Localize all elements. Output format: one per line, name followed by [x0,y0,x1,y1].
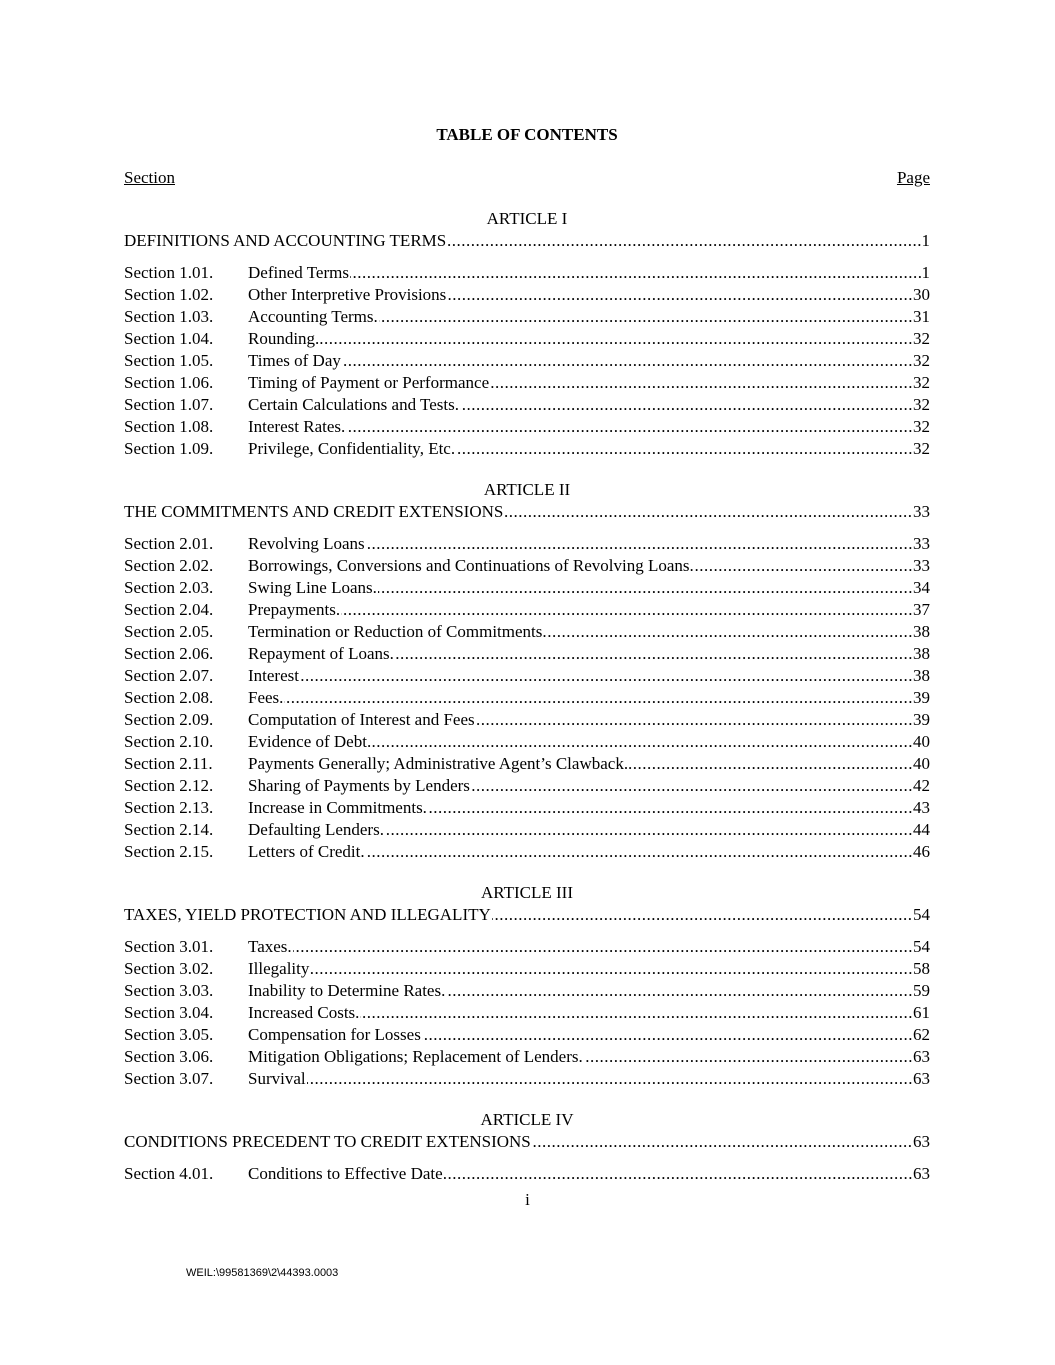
section-title: Survival [248,1069,306,1088]
section-title: Payments Generally; Administrative Agent’s Clawback. [248,754,629,773]
section-number: Section 3.07. [124,1069,214,1088]
page-ref: 63 [913,1047,930,1066]
section-number: Section 3.02. [124,959,214,978]
section-title: Inability to Determine Rates. [248,981,446,1000]
toc-entry[interactable] [124,753,930,775]
toc-entry[interactable] [124,350,930,372]
dot-leader [248,1002,912,1024]
section-title: Illegality [248,959,310,978]
section-number: Section 1.01. [124,263,214,282]
toc-entry[interactable] [124,306,930,328]
toc-entry[interactable] [124,731,930,753]
article-block [124,1109,930,1185]
toc-entry[interactable] [124,599,930,621]
page-ref: 38 [913,666,930,685]
dot-leader [248,841,912,863]
section-number: Section 2.14. [124,820,214,839]
dot-leader [248,753,912,775]
article-heading-entry[interactable] [124,904,930,926]
toc-entry[interactable] [124,1046,930,1068]
section-title: Letters of Credit. [248,842,365,861]
section-number: Section 2.06. [124,644,214,663]
dot-leader [248,936,912,958]
dot-leader [248,416,912,438]
section-number: Section 2.04. [124,600,214,619]
dot-leader [248,687,912,709]
page-ref: 54 [913,937,930,956]
section-title: Swing Line Loans. [248,578,377,597]
section-title: Increased Costs. [248,1003,360,1022]
toc-title: TABLE OF CONTENTS [436,125,618,144]
section-number: Section 1.08. [124,417,214,436]
dot-leader [248,577,912,599]
dot-leader [248,350,912,372]
article-block [124,208,930,460]
section-title: Conditions to Effective Date [248,1164,443,1183]
column-headers [124,167,930,189]
section-number: Section 2.07. [124,666,214,685]
section-number: Section 3.05. [124,1025,214,1044]
page-ref: 58 [913,959,930,978]
section-title: Borrowings, Conversions and Continuations of Revolving Loans. [248,556,694,575]
section-title: Mitigation Obligations; Replacement of Lenders. [248,1047,583,1066]
dot-leader [248,621,912,643]
dot-leader [248,555,912,577]
section-title: Termination or Reduction of Commitments. [248,622,547,641]
toc-entry[interactable] [124,284,930,306]
section-title: Increase in Commitments. [248,798,427,817]
article-label: ARTICLE IV [480,1110,574,1129]
section-number: Section 3.01. [124,937,214,956]
section-title: Interest Rates. [248,417,346,436]
toc-entry[interactable] [124,665,930,687]
page-ref: 43 [913,798,930,817]
toc-entry[interactable] [124,841,930,863]
article-label: ARTICLE I [486,209,568,228]
section-number: Section 2.02. [124,556,214,575]
page-column-header: Page [896,168,930,187]
article-heading: TAXES, YIELD PROTECTION AND ILLEGALITY [124,905,491,924]
toc-entry[interactable] [124,958,930,980]
section-number: Section 2.10. [124,732,214,751]
section-title: Sharing of Payments by Lenders [248,776,470,795]
page-ref: 39 [913,710,930,729]
section-number: Section 1.05. [124,351,214,370]
page-ref: 63 [913,1132,930,1151]
section-title: Rounding. [248,329,320,348]
article-heading: CONDITIONS PRECEDENT TO CREDIT EXTENSIONS [124,1132,531,1151]
page-ref: 32 [913,439,930,458]
section-number: Section 4.01. [124,1164,214,1183]
section-number: Section 1.07. [124,395,214,414]
page-ref: 61 [913,1003,930,1022]
page-ref: 42 [913,776,930,795]
dot-leader [248,819,912,841]
dot-leader [248,709,912,731]
section-title: Certain Calculations and Tests. [248,395,459,414]
dot-leader [248,665,912,687]
page-ref: 1 [921,231,930,250]
page-ref: 54 [913,905,930,924]
dot-leader [124,501,912,523]
page-ref: 32 [913,417,930,436]
dot-leader [248,438,912,460]
dot-leader [248,643,912,665]
toc-entry[interactable] [124,936,930,958]
section-title: Other Interpretive Provisions [248,285,447,304]
dot-leader [248,775,912,797]
toc-entry[interactable] [124,1068,930,1090]
dot-leader [248,1024,912,1046]
page-ref: 1 [921,263,930,282]
page-ref: 32 [913,395,930,414]
section-number: Section 2.01. [124,534,214,553]
toc-entry[interactable] [124,775,930,797]
dot-leader [248,731,912,753]
dot-leader [248,797,912,819]
dot-leader [124,230,921,252]
page-ref: 32 [913,373,930,392]
page-ref: 38 [913,622,930,641]
toc-entry[interactable] [124,416,930,438]
page-ref: 30 [913,285,930,304]
section-number: Section 2.09. [124,710,214,729]
section-title: Computation of Interest and Fees [248,710,475,729]
section-title: Defined Terms [248,263,349,282]
section-number: Section 1.06. [124,373,214,392]
page-ref: 32 [913,329,930,348]
toc-entry[interactable] [124,980,930,1002]
section-number: Section 3.03. [124,981,214,1000]
section-number: Section 2.05. [124,622,214,641]
article-heading: THE COMMITMENTS AND CREDIT EXTENSIONS [124,502,504,521]
page-ref: 46 [913,842,930,861]
section-title: Evidence of Debt. [248,732,372,751]
page-ref: 40 [913,732,930,751]
section-title: Repayment of Loans. [248,644,394,663]
dot-leader [124,904,912,926]
dot-leader [248,1163,912,1185]
article-label: ARTICLE III [481,883,573,902]
dot-leader [248,1046,912,1068]
page-ref: 33 [913,502,930,521]
page-ref: 31 [913,307,930,326]
articles-list [124,208,930,1185]
section-number: Section 1.02. [124,285,214,304]
toc-entry[interactable] [124,328,930,350]
toc-entry[interactable] [124,577,930,599]
dot-leader [248,328,912,350]
article-heading-entry[interactable] [124,501,930,523]
section-number: Section 2.12. [124,776,214,795]
dot-leader [248,306,912,328]
section-column-header: Section [124,168,175,187]
toc-entry[interactable] [124,709,930,731]
page-ref: 33 [913,556,930,575]
section-number: Section 2.15. [124,842,214,861]
toc-entry[interactable] [124,687,930,709]
article-heading-entry[interactable] [124,1131,930,1153]
section-title: Times of Day [248,351,341,370]
page-ref: 32 [913,351,930,370]
toc-entry[interactable] [124,372,930,394]
toc-entry[interactable] [124,438,930,460]
table-of-contents [124,124,930,1185]
page-ref: 59 [913,981,930,1000]
page-ref: 33 [913,534,930,553]
section-number: Section 2.08. [124,688,214,707]
toc-entry[interactable] [124,621,930,643]
article-heading: DEFINITIONS AND ACCOUNTING TERMS [124,231,447,250]
toc-entry[interactable] [124,555,930,577]
dot-leader [248,1068,912,1090]
article-block [124,479,930,863]
article-heading-entry[interactable] [124,230,930,252]
section-number: Section 1.09. [124,439,214,458]
section-title: Defaulting Lenders. [248,820,384,839]
section-number: Section 3.04. [124,1003,214,1022]
section-number: Section 1.03. [124,307,214,326]
section-title: Privilege, Confidentiality, Etc. [248,439,456,458]
page-ref: 63 [913,1069,930,1088]
page-ref: 39 [913,688,930,707]
section-number: Section 2.03. [124,578,214,597]
section-title: Timing of Payment or Performance [248,373,490,392]
section-title: Revolving Loans [248,534,365,553]
toc-entry[interactable] [124,797,930,819]
dot-leader [248,958,912,980]
toc-entry[interactable] [124,1002,930,1024]
dot-leader [248,533,912,555]
page-ref: 38 [913,644,930,663]
page-ref: 34 [913,578,930,597]
section-title: Taxes. [248,937,292,956]
dot-leader [248,599,912,621]
article-block [124,882,930,1090]
article-label: ARTICLE II [483,480,571,499]
dot-leader [248,394,912,416]
page-number: i [525,1190,530,1209]
document-footer-id: WEIL:\99581369\2\44393.0003 [186,1267,339,1279]
page-ref: 63 [913,1164,930,1183]
toc-entry[interactable] [124,1024,930,1046]
dot-leader [248,372,912,394]
page-ref: 37 [913,600,930,619]
section-title: Compensation for Losses [248,1025,421,1044]
section-title: Fees. [248,688,284,707]
toc-entry[interactable] [124,819,930,841]
toc-entry[interactable] [124,643,930,665]
toc-entry[interactable] [124,394,930,416]
section-title: Accounting Terms. [248,307,378,326]
dot-leader [248,284,912,306]
section-title: Interest [248,666,299,685]
toc-entry[interactable] [124,262,930,284]
page-ref: 62 [913,1025,930,1044]
dot-leader [248,980,912,1002]
section-number: Section 1.04. [124,329,214,348]
section-number: Section 2.13. [124,798,214,817]
toc-entry[interactable] [124,1163,930,1185]
page-ref: 40 [913,754,930,773]
dot-leader [124,1131,912,1153]
dot-leader [248,262,921,284]
page-ref: 44 [913,820,930,839]
section-number: Section 2.11. [124,754,213,773]
section-number: Section 3.06. [124,1047,214,1066]
section-title: Prepayments. [248,600,341,619]
toc-entry[interactable] [124,533,930,555]
